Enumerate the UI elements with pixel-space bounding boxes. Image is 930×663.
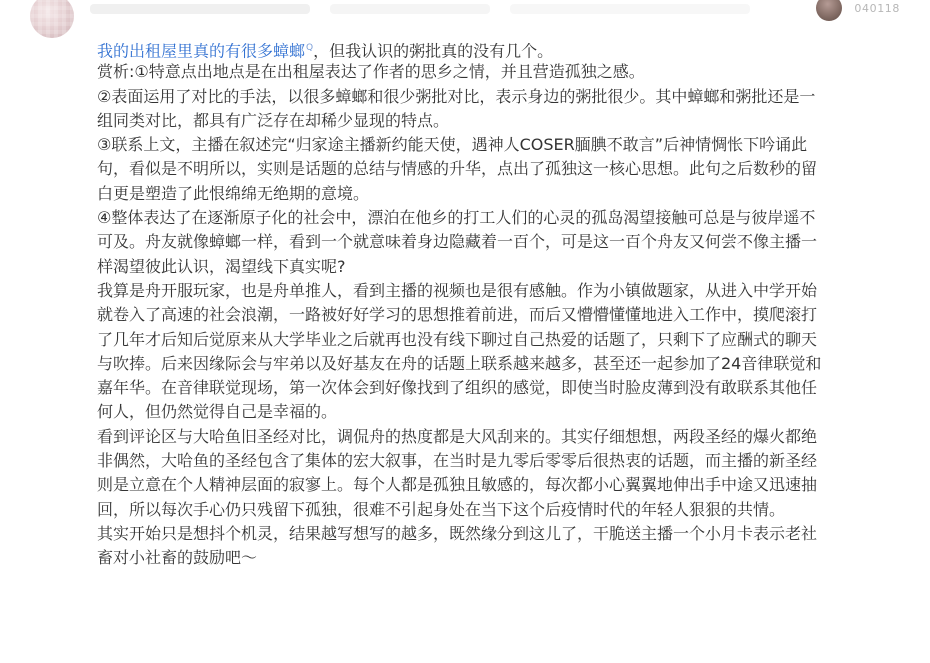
account-id: 040118 xyxy=(854,2,900,15)
comment-line-8: 可及。舟友就像蟑螂一样，看到一个就意味着身边隐藏着一百个，可是这一百个舟友又何尝不像主播一 xyxy=(97,232,818,252)
comment-line-4: ③联系上文，主播在叙述完“归家途主播新约能天使，遇神人COSER腼腆不敢言”后神情惆怅下吟诵此 xyxy=(97,135,808,155)
comment-line-16: 看到评论区与大哈鱼旧圣经对比，调侃舟的热度都是大风刮来的。其实仔细想想，两段圣经的爆火都绝 xyxy=(97,426,818,446)
quoted-text-link[interactable]: 我的出租屋里真的有很多蟑螂 xyxy=(97,41,306,61)
blurred-meta-2 xyxy=(510,4,750,14)
comment-line-20: 其实开始只是想抖个机灵，结果越写想写的越多，既然缘分到这儿了，干脆送主播一个小月卡表示老社 xyxy=(97,523,818,543)
comment-line-10: 我算是舟开服玩家，也是舟单推人，看到主播的视频也是很有感触。作为小镇做题家，从进入中学开始 xyxy=(97,280,818,300)
comment-line-14: 嘉年华。在音律联觉现场，第一次体会到好像找到了组织的感觉，即使当时脸皮薄到没有敢联系其他任 xyxy=(97,378,818,398)
user-avatar[interactable] xyxy=(30,0,74,38)
comment-header xyxy=(90,0,930,28)
comment-line-0 xyxy=(97,36,915,60)
comment-line-1: 赏析:①特意点出地点是在出租屋表达了作者的思乡之情，并且营造孤独之感。 xyxy=(97,62,645,82)
comment-line-17: 非偶然，大哈鱼的圣经包含了集体的宏大叙事，在当时是九零后零零后很热衷的话题，而主播的新圣经 xyxy=(97,451,818,471)
comment-line-15: 何人，但仍然觉得自己是幸福的。 xyxy=(97,402,338,422)
comment-line-3: 组同类对比，都具有广泛存在却稀少显现的特点。 xyxy=(97,110,450,130)
blurred-meta-1 xyxy=(330,4,490,14)
comment-line-6: 白更是塑造了此恨绵绵无绝期的意境。 xyxy=(97,183,370,203)
avatar-mosaic xyxy=(30,0,74,38)
comment-line-21: 畜对小社畜的鼓励吧～ xyxy=(97,548,258,568)
comment-line-5: 句，看似是不明所以，实则是话题的总结与情感的升华，点出了孤独这一核心思想。此句之后数秒的留 xyxy=(97,159,818,179)
comment-line-12: 了几年才后知后觉原来从大学毕业之后就再也没有线下聊过自己热爱的话题了，只剩下了应酬式的聊天 xyxy=(97,329,818,349)
comment-line-13: 与吹捧。后来因缘际会与牢弟以及好基友在舟的话题上联系越来越多，甚至还一起参加了24音律联觉和 xyxy=(97,353,822,373)
comment-line-7: ④整体表达了在逐渐原子化的社会中，漂泊在他乡的打工人们的心灵的孤岛渴望接触可总是与彼岸遥不 xyxy=(97,208,816,228)
comment-line-19: 回，所以每次手心仍只残留下孤独，很难不引起身处在当下这个后疫情时代的年轻人狠狠的共情。 xyxy=(97,499,786,519)
comment-body xyxy=(97,36,915,571)
comment-line-9: 样渴望彼此认识，渴望线下真实呢? xyxy=(97,256,346,276)
comment-line-2: ②表面运用了对比的手法，以很多蟑螂和很少粥批对比，表示身边的粥批很少。其中蟑螂和粥批还是一 xyxy=(97,86,816,106)
comment-line-18: 则是立意在个人精神层面的寂寥上。每个人都是孤独且敏感的，每次都小心翼翼地伸出手中途又迅速抽 xyxy=(97,475,818,495)
blurred-username xyxy=(90,4,310,14)
comment-line-11: 就卷入了高速的社会浪潮，一路被好好学习的思想推着前进，而后又懵懵懂懂地进入工作中，摸爬滚打 xyxy=(97,305,818,325)
search-superscript-icon[interactable]: Q xyxy=(306,43,314,53)
first-line-tail: ，但我认识的粥批真的没有几个。 xyxy=(313,41,554,61)
